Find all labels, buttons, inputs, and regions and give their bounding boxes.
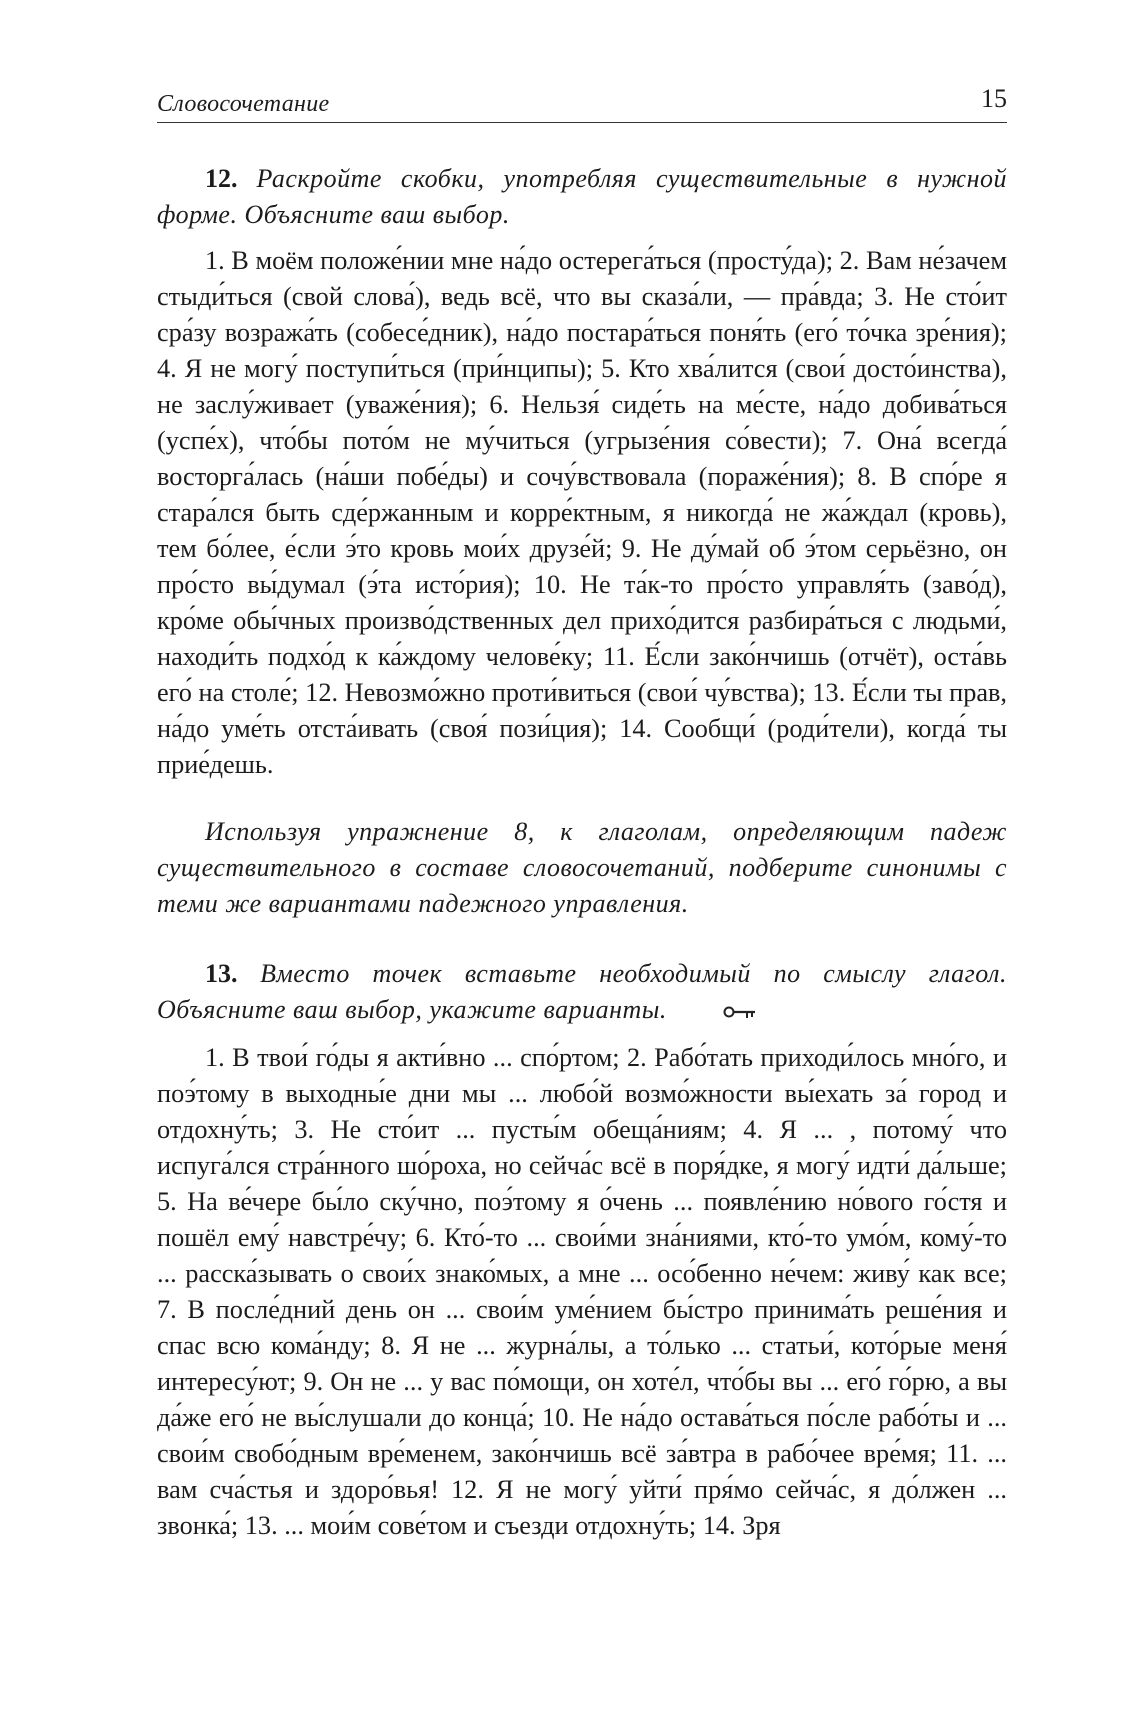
exercise-12-instruction: Раскройте скобки, употребляя существительные в нужной форме. Объясните ваш выбор. [157,164,1007,229]
exercise-12-task [157,161,1007,233]
page [157,78,1007,1544]
exercise-12-text: 1. В моём положе́нии мне на́до остерега́ться (просту́да); 2. Вам не́зачем стыди́ться (свой слова́), ведь всё, что вы сказа́ли, — пра́вда; 3. Не сто́ит сра́зу возража́ть (собесе́дник), на́до постара́ться поня́ть (его́ то́чка зре́ния); 4. Я не могу́ поступи́ться (при́нципы); 5. Кто хва́лится (свои́ досто́инства), не заслу́живает (уваже́ния); 6. Нельзя́ сиде́ть на ме́сте, на́до добива́ться (успе́х), что́бы пото́м не му́читься (угрызе́ния со́вести); 7. Она́ всегда́ восторга́лась (на́ши побе́ды) и сочу́вствовала (пораже́ния); 8. В спо́ре я стара́лся быть сде́ржанным и корре́ктным, я никогда́ не жа́ждал (кровь), тем бо́лее, е́сли э́то кровь мои́х друзе́й; 9. Не ду́май об э́том серьёзно, он про́сто вы́думал (э́та исто́рия); 10. Не та́к-то про́сто управля́ть (заво́д), кро́ме обы́чных произво́дственных дел прихо́дится разбира́ться с людьми́, находи́ть подхо́д к ка́ждому челове́ку; 11. Е́сли зако́нчишь (отчёт), оста́вь его́ на столе́; 12. Невозмо́жно проти́виться (свои́ чу́вства); 13. Е́сли ты прав, на́до уме́ть отста́ивать (своя́ пози́ция); 14. Сообщи́ (роди́тели), когда́ ты прие́дешь. [157,246,1007,779]
exercise-13-instruction: Вместо точек вставьте необходимый по смыслу глагол. Объясните ваш выбор, укажите варианты. [157,959,1008,1024]
section-title: Словосочетание [157,91,330,117]
exercise-12-number: 12. [205,164,238,193]
page-number: 15 [981,84,1007,113]
additional-task: Используя упражнение 8, к глаголам, определяющим падеж существительного в составе словосочетаний, подберите синонимы с теми же вариантами падежного управления. [157,817,1007,918]
exercise-13-text: 1. В твои́ го́ды я акти́вно ... спо́ртом; 2. Рабо́тать приходи́лось мно́го, и поэ́тому в выходны́е дни мы ... любо́й возмо́жности вы́ехать за́ город и отдохну́ть; 3. Не сто́ит ... пусты́м обеща́ниям; 4. Я ... , потому́ что испуга́лся стра́нного шо́роха, но сейча́с всё в поря́дке, я могу́ идти́ да́льше; 5. На ве́чере бы́ло ску́чно, поэ́тому я о́чень ... появле́нию но́вого го́стя и пошёл ему́ навстре́чу; 6. Кто́-то ... свои́ми зна́ниями, кто́-то умо́м, кому́-то ... расска́зывать о свои́х знако́мых, а мне ... осо́бенно не́чем: живу́ как все; 7. В после́дний день он ... свои́м уме́нием бы́стро принима́ть реше́ния и спас всю кома́нду; 8. Я не ... журна́лы, а то́лько ... статьи́, кото́рые меня́ интересу́ют; 9. Он не ... у вас по́мощи, он хоте́л, что́бы вы ... его́ го́рю, а вы да́же его́ не вы́слушали до конца́; 10. Не на́до остава́ться по́сле рабо́ты и ... свои́м свобо́дным вре́менем, зако́нчишь всё за́втра в рабо́чее вре́мя; 11. ... вам сча́стья и здоро́вья! 12. Я не могу́ уйти́ пря́мо сейча́с, я до́лжен ... звонка́; 13. ... мои́м сове́том и съезди отдохну́ть; 14. Зря [157,1043,1007,1541]
running-header [157,78,1007,123]
exercise-13-number: 13. [205,959,238,988]
key-icon [675,994,757,1030]
exercise-13-task [157,956,1007,1030]
